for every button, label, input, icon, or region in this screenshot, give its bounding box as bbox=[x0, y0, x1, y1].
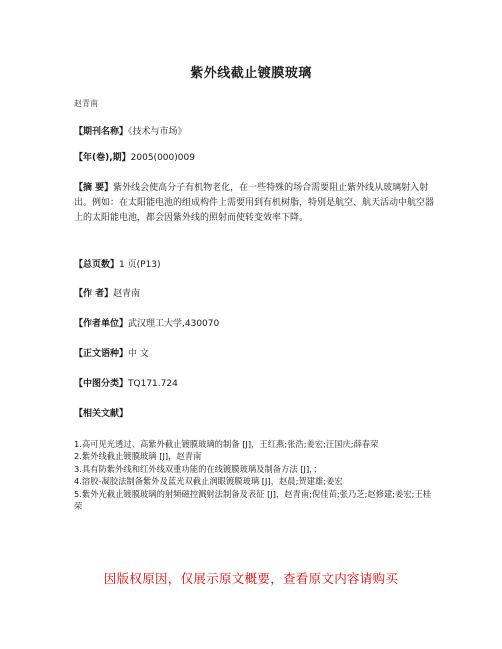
reference-list bbox=[74, 438, 436, 512]
field-value: 1 页(P13) bbox=[119, 260, 161, 270]
field-value: 中 文 bbox=[128, 349, 149, 359]
field-year-issue bbox=[74, 151, 434, 166]
field-journal-name bbox=[74, 125, 434, 140]
list-item[interactable]: 5.紫外光截止镀膜玻璃的射频磁控溅射法制备及表征 [J]，赵青南;倪佳苗;张乃芝;赵修建;姜宏;王桂荣 bbox=[74, 488, 432, 512]
field-abstract bbox=[74, 181, 434, 226]
list-item[interactable]: 3.具有防紫外线和红外线双重功能的在线镀膜玻璃及制备方法 [J]，； bbox=[74, 463, 322, 474]
field-authors bbox=[74, 287, 434, 302]
field-label: 【中图分类】 bbox=[74, 379, 129, 389]
field-affiliation bbox=[74, 317, 434, 332]
field-value: TQ171.724 bbox=[128, 379, 178, 389]
author-byline: 赵青南 bbox=[74, 99, 98, 108]
list-item[interactable]: 2.紫外线截止镀膜玻璃 [J]，赵青南 bbox=[74, 451, 202, 462]
field-label: 【相关文献】 bbox=[74, 409, 129, 419]
field-label: 【总页数】 bbox=[74, 260, 120, 270]
field-label: 【年(卷),期】 bbox=[74, 153, 131, 163]
field-value: 武汉理工大学,430070 bbox=[128, 319, 220, 329]
field-related-literature bbox=[74, 407, 434, 422]
field-value: 2005(000)009 bbox=[130, 153, 195, 163]
list-item[interactable]: 4.溶胶-凝胶法制备紫外及蓝光双截止润眼镀膜玻璃 [J]，赵晨;贺建雄;姜宏 bbox=[74, 476, 343, 487]
field-language bbox=[74, 347, 434, 362]
field-value: 《技术与市场》 bbox=[128, 127, 187, 137]
field-label: 【摘 要】 bbox=[74, 183, 114, 193]
field-label: 【正文语种】 bbox=[74, 349, 129, 359]
copyright-notice: 因版权原因，仅展示原文概要，查看原文内容请购买 bbox=[103, 571, 399, 586]
field-classification bbox=[74, 377, 434, 392]
field-label: 【期刊名称】 bbox=[74, 127, 129, 137]
field-value: 紫外线会使高分子有机物老化，在一些特殊的场合需要阻止紫外线从玻璃射入射出。例如：在太阳能电池的组成构件上需要用到有机树脂，特别是航空、航天活动中航空器上的太阳能电池，都会因紫外线的照射而使转变效率下降。 bbox=[74, 183, 435, 223]
field-label: 【作 者】 bbox=[74, 289, 114, 299]
field-page-count bbox=[74, 258, 434, 273]
list-item[interactable]: 1.高可见光透过、高紫外截止镀膜玻璃的制备 [J]，王红燕;张浩;姜宏;汪国庆;薛春荣 bbox=[74, 439, 379, 449]
field-label: 【作者单位】 bbox=[74, 319, 129, 329]
field-value: 赵青南 bbox=[113, 289, 141, 299]
document-title: 紫外线截止镀膜玻璃 bbox=[190, 66, 312, 81]
